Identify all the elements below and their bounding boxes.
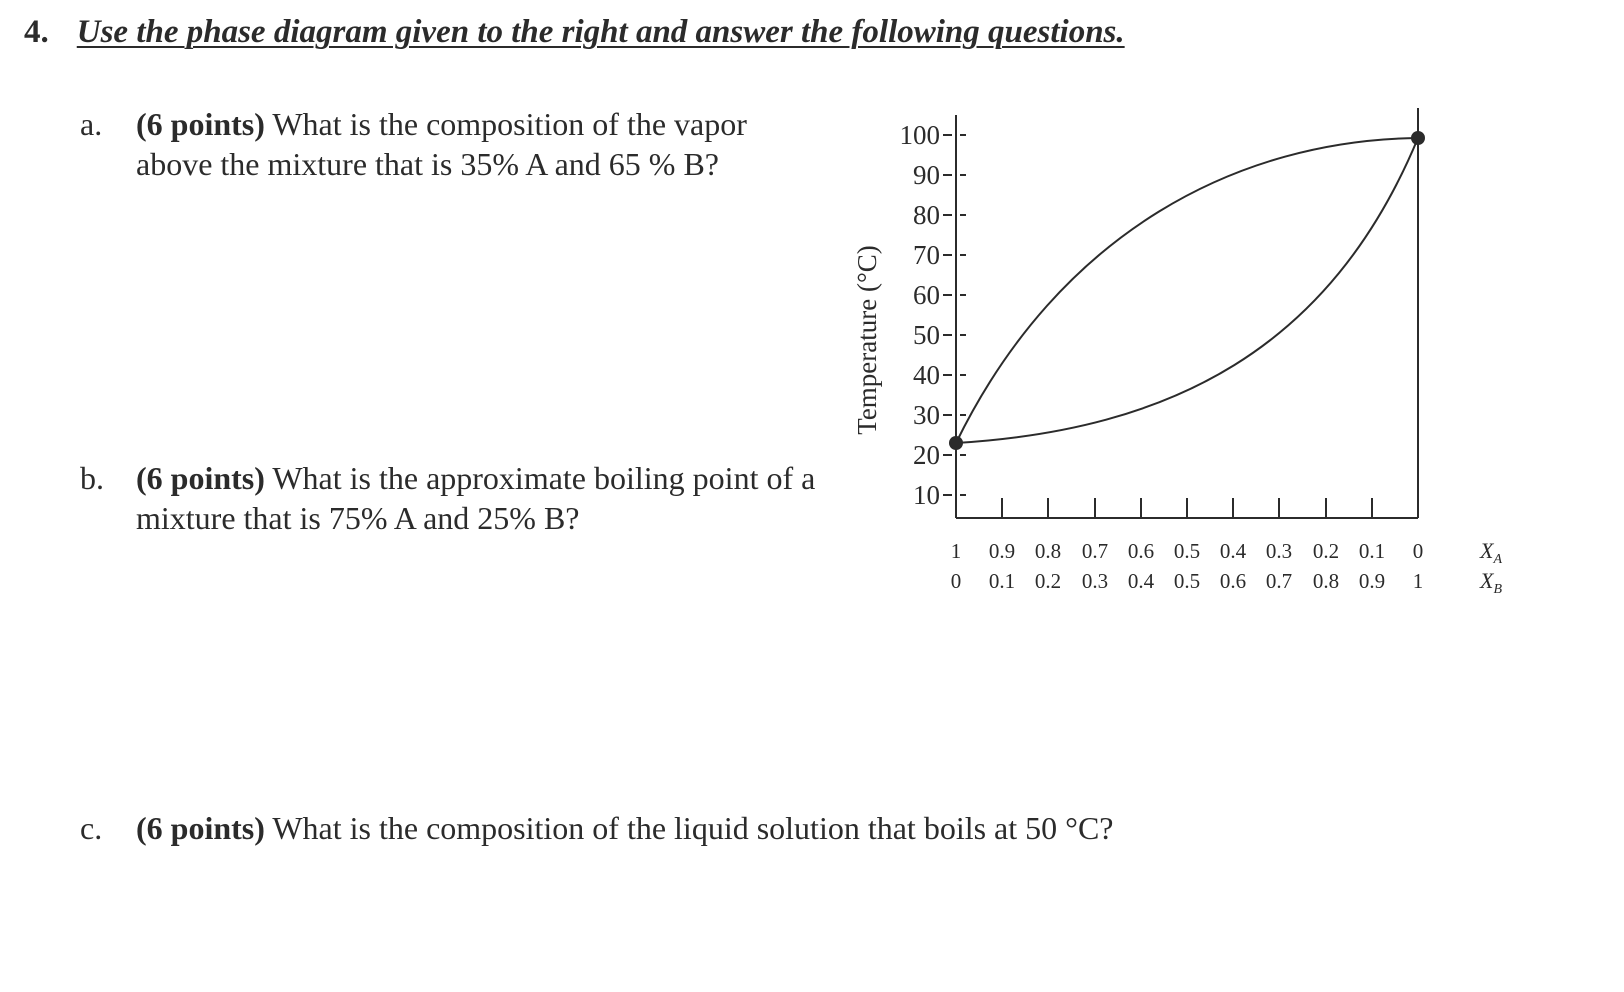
xa-tick-label: 0.3 bbox=[1265, 539, 1293, 563]
question-a-body bbox=[136, 104, 816, 184]
y-tick-label: 60 bbox=[913, 280, 940, 310]
y-axis-label: Temperature (°C) bbox=[852, 245, 882, 435]
y-tick-labels bbox=[900, 120, 941, 510]
question-b bbox=[80, 458, 840, 548]
y-tick-label: 10 bbox=[913, 480, 940, 510]
phase-diagram bbox=[840, 100, 1560, 620]
xb-axis-label bbox=[1479, 568, 1502, 597]
question-a-letter: a. bbox=[80, 106, 103, 142]
y-tick-label: 100 bbox=[899, 120, 940, 150]
question-heading bbox=[24, 14, 1125, 51]
xa-tick-label: 0.2 bbox=[1312, 539, 1340, 563]
question-a-points: (6 points) bbox=[136, 106, 265, 142]
xb-axis-symbol: X bbox=[1480, 568, 1494, 593]
y-tick-label: 70 bbox=[913, 240, 940, 270]
y-tick-label: 30 bbox=[913, 400, 940, 430]
xb-tick-label: 0.2 bbox=[1034, 569, 1062, 593]
xa-tick-label: 0.7 bbox=[1081, 539, 1109, 563]
y-tick-label: 20 bbox=[913, 440, 940, 470]
xb-tick-label: 0.5 bbox=[1173, 569, 1201, 593]
vapor-curve bbox=[956, 138, 1418, 443]
question-b-text: What is the approximate boiling point of a mixture that is 75% A and 25% B? bbox=[136, 460, 816, 536]
question-c-letter: c. bbox=[80, 810, 103, 846]
question-b-body bbox=[136, 458, 836, 538]
xb-tick-label: 0.3 bbox=[1081, 569, 1109, 593]
xb-tick-label: 0 bbox=[950, 569, 962, 593]
xb-axis-subscript: B bbox=[1493, 582, 1503, 597]
boiling-point-b-dot bbox=[1411, 131, 1425, 145]
x-tick-marks bbox=[1002, 498, 1372, 518]
y-tick-label: 40 bbox=[913, 360, 940, 390]
question-c-points: (6 points) bbox=[136, 810, 265, 846]
xa-tick-label: 1 bbox=[950, 539, 962, 563]
question-number: 4. bbox=[24, 14, 49, 50]
xb-tick-label: 0.8 bbox=[1312, 569, 1340, 593]
xa-tick-label: 0.4 bbox=[1219, 539, 1247, 563]
question-a-text: What is the composition of the vapor above the mixture that is 35% A and 65 % B? bbox=[136, 106, 747, 182]
question-a bbox=[80, 104, 820, 234]
question-b-letter: b. bbox=[80, 460, 104, 496]
xa-tick-label: 0.1 bbox=[1358, 539, 1386, 563]
xa-tick-label: 0.8 bbox=[1034, 539, 1062, 563]
xa-tick-labels bbox=[951, 539, 1424, 563]
question-c-text: What is the composition of the liquid solution that boils at 50 °C? bbox=[272, 810, 1114, 846]
y-tick-label: 90 bbox=[913, 160, 940, 190]
question-c-body bbox=[136, 808, 1276, 848]
xa-tick-label: 0.9 bbox=[988, 539, 1016, 563]
xa-tick-label: 0 bbox=[1412, 539, 1424, 563]
xa-tick-label: 0.5 bbox=[1173, 539, 1201, 563]
liquid-curve bbox=[956, 138, 1418, 443]
question-b-points: (6 points) bbox=[136, 460, 265, 496]
xa-tick-label: 0.6 bbox=[1127, 539, 1155, 563]
xa-axis-symbol: X bbox=[1480, 538, 1494, 563]
xb-tick-label: 0.6 bbox=[1219, 569, 1247, 593]
xb-tick-label: 0.7 bbox=[1265, 569, 1293, 593]
boiling-point-a-dot bbox=[949, 436, 963, 450]
xa-axis-label bbox=[1479, 538, 1502, 567]
xa-axis-subscript: A bbox=[1493, 552, 1503, 567]
question-c bbox=[80, 808, 1280, 853]
xb-tick-label: 0.4 bbox=[1127, 569, 1155, 593]
y-tick-label: 80 bbox=[913, 200, 940, 230]
question-title: Use the phase diagram given to the right and answer the following questions. bbox=[76, 14, 1125, 50]
y-tick-label: 50 bbox=[913, 320, 940, 350]
xb-tick-label: 1 bbox=[1412, 569, 1424, 593]
xb-tick-label: 0.9 bbox=[1358, 569, 1386, 593]
xb-tick-label: 0.1 bbox=[988, 569, 1016, 593]
xb-tick-labels bbox=[951, 569, 1424, 593]
